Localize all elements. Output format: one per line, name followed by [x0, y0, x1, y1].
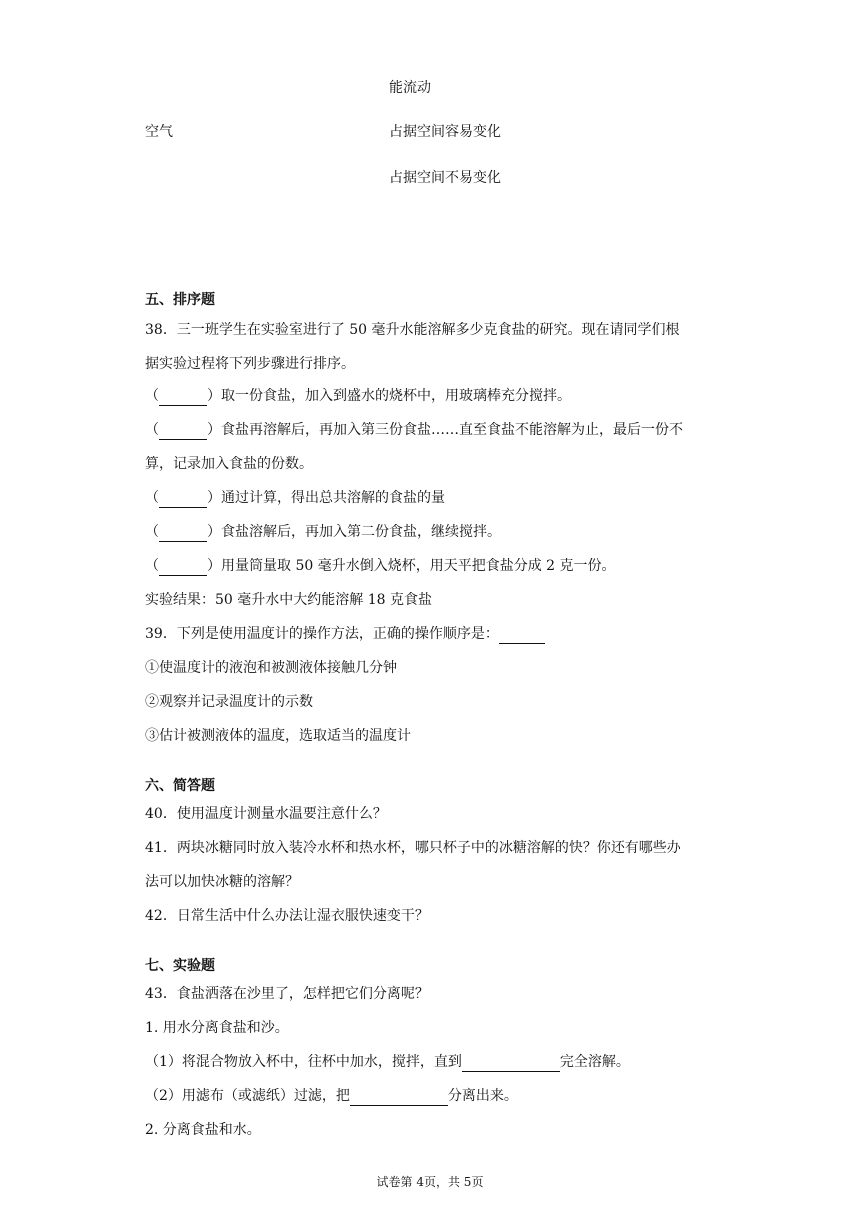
question-41-line1: 41．两块冰糖同时放入装冷水杯和热水杯，哪只杯子中的冰糖溶解的快？你还有哪些办	[145, 840, 681, 856]
section-heading-short-answer: 六、简答题	[145, 778, 215, 794]
answer-blank[interactable]	[350, 1089, 448, 1106]
q43-sub-1: 1. 用水分离食盐和沙。	[145, 1020, 289, 1036]
q39-item-1: ①使温度计的液泡和被测液体接触几分钟	[145, 660, 397, 676]
answer-blank[interactable]	[159, 559, 207, 576]
step-row: （ ）食盐溶解后，再加入第二份食盐，继续搅拌。	[145, 524, 501, 540]
step-row: （ ）食盐再溶解后，再加入第三份食盐……直至食盐不能溶解为止，最后一份不	[145, 422, 683, 438]
step-row: （ ）通过计算，得出总共溶解的食盐的量	[145, 490, 445, 506]
matching-option-1: 能流动	[389, 80, 431, 96]
matching-option-2: 占据空间容易变化	[389, 124, 501, 140]
step-row: （ ）用量筒量取 50 毫升水倒入烧杯，用天平把食盐分成 2 克一份。	[145, 558, 616, 574]
answer-blank[interactable]	[159, 525, 207, 542]
q39-item-3: ③估计被测液体的温度，选取适当的温度计	[145, 728, 411, 744]
answer-blank[interactable]	[499, 627, 545, 644]
question-41-line2: 法可以加快冰糖的溶解？	[145, 874, 299, 890]
q43-sub-2: 2. 分离食盐和水。	[145, 1122, 261, 1138]
section-heading-experiment: 七、实验题	[145, 958, 215, 974]
question-38-line1: 38．三一班学生在实验室进行了 50 毫升水能溶解多少克食盐的研究。现在请同学们根	[145, 322, 680, 338]
answer-blank[interactable]	[462, 1055, 560, 1072]
answer-blank[interactable]	[159, 423, 207, 440]
q43-sub-1a: （1）将混合物放入杯中，往杯中加水，搅拌，直到 完全溶解。	[145, 1054, 630, 1070]
question-43: 43．食盐洒落在沙里了，怎样把它们分离呢？	[145, 986, 429, 1002]
answer-blank[interactable]	[159, 491, 207, 508]
page-footer: 试卷第 4页，共 5页	[376, 1175, 484, 1189]
step-row-continued: 算，记录加入食盐的份数。	[145, 456, 313, 472]
question-40: 40．使用温度计测量水温要注意什么？	[145, 806, 387, 822]
question-42: 42．日常生活中什么办法让湿衣服快速变干？	[145, 908, 429, 924]
experiment-result: 实验结果：50 毫升水中大约能溶解 18 克食盐	[145, 592, 432, 608]
answer-blank[interactable]	[159, 389, 207, 406]
q43-sub-1b: （2）用滤布（或滤纸）过滤，把 分离出来。	[145, 1088, 518, 1104]
question-39: 39．下列是使用温度计的操作方法，正确的操作顺序是：	[145, 624, 545, 644]
matching-option-3: 占据空间不易变化	[389, 170, 501, 186]
matching-item-air: 空气	[145, 124, 173, 140]
q39-item-2: ②观察并记录温度计的示数	[145, 694, 313, 710]
section-heading-sorting: 五、排序题	[145, 292, 215, 308]
question-38-line2: 据实验过程将下列步骤进行排序。	[145, 356, 355, 372]
step-row: （ ）取一份食盐，加入到盛水的烧杯中，用玻璃棒充分搅拌。	[145, 388, 571, 404]
